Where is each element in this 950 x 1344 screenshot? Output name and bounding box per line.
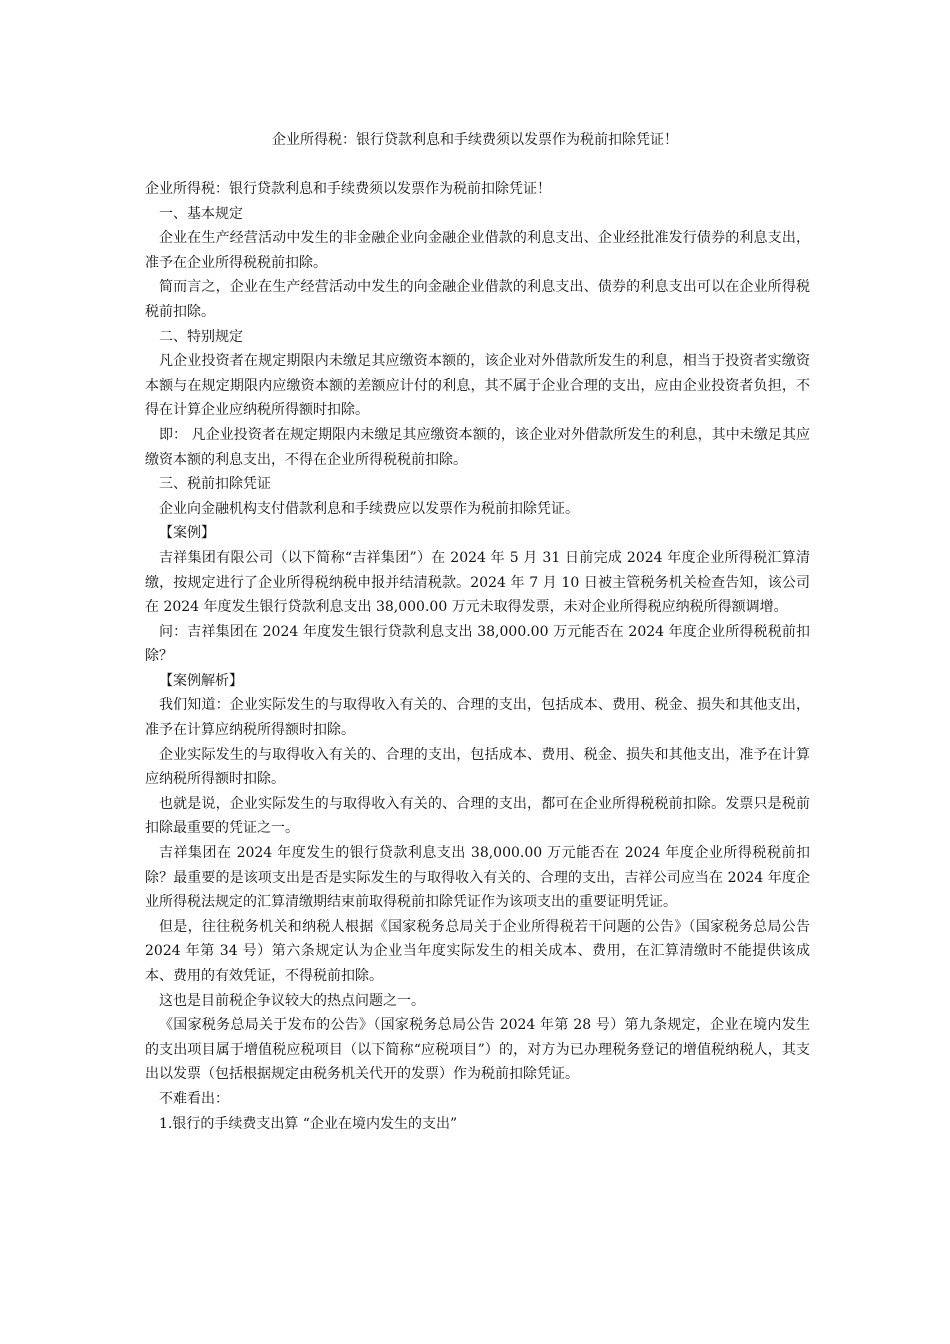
paragraph: 不难看出： [159, 1090, 229, 1107]
section-heading-basic: 一、基本规定 [159, 205, 243, 222]
paragraph: 我们知道：企业实际发生的与取得收入有关的、合理的支出，包括成本、费用、税金、损失和其他支出，准予在计算应纳税所得额时扣除。 [145, 697, 810, 739]
paragraph: 这也是目前税企争议较大的热点问题之一。 [159, 992, 425, 1009]
paragraph: 即： 凡企业投资者在规定期限内未缴足其应缴资本额的，该企业对外借款所发生的利息，其中未缴足其应缴资本额的利息支出，不得在企业所得税税前扣除。 [145, 426, 810, 468]
paragraph: 吉祥集团在 2024 年度发生的银行贷款利息支出 38,000.00 万元能否在 2024 年度企业所得税税前扣除？最重要的是该项支出是否是实际发生的与取得收入有关的、合理的支出，吉祥公司应当在 2024 年度企业所得税法规定的汇算清缴期结束前取得税前扣除凭证作为该项支出的重要证明凭证。 [145, 845, 810, 911]
paragraph: 企业在生产经营活动中发生的非金融企业向金融企业借款的利息支出、企业经批准发行债券的利息支出，准予在企业所得税税前扣除。 [145, 230, 810, 271]
list-item: 1.银行的手续费支出算 “企业在境内发生的支出” [159, 1115, 458, 1132]
paragraph: 也就是说，企业实际发生的与取得收入有关的、合理的支出，都可在企业所得税税前扣除。发票只是税前扣除最重要的凭证之一。 [145, 795, 810, 837]
paragraph: 但是，往往税务机关和纳税人根据《国家税务总局关于企业所得税若干问题的公告》（国家税务总局公告 2024 年第 34 号）第六条规定认为企业当年度实际发生的相关成本、费用，在汇算清缴时不能提供该成本、费用的有效凭证，不得税前扣除。 [145, 918, 810, 984]
section-heading-voucher: 三、税前扣除凭证 [159, 476, 271, 493]
document-title: 企业所得税：银行贷款利息和手续费须以发票作为税前扣除凭证！ [272, 132, 678, 148]
case-analysis-heading: 【案例解析】 [159, 672, 243, 689]
paragraph: 吉祥集团有限公司（以下简称“吉祥集团”）在 2024 年 5 月 31 日前完成 2024 年度企业所得税汇算清缴，按规定进行了企业所得税纳税申报并结清税款。2024 年 7 月 10 日被主管税务机关检查告知，该公司在 2024 年度发生银行贷款利息支出 38,000.00 万元未取得发票，未对企业所得税应纳税所得额调增。 [145, 549, 810, 616]
paragraph: 凡企业投资者在规定期限内未缴足其应缴资本额的，该企业对外借款所发生的利息，相当于投资者实缴资本额与在规定期限内应缴资本额的差额应计付的利息，其不属于企业合理的支出，应由企业投资者负担，不得在计算企业应纳税所得额时扣除。 [145, 353, 810, 419]
paragraph: 《国家税务总局关于发布的公告》（国家税务总局公告 2024 年第 28 号）第九条规定，企业在境内发生的支出项目属于增值税应税项目（以下简称“应税项目”）的，对方为已办理税务登记的增值税纳税人，其支出以发票（包括根据规定由税务机关代开的发票）作为税前扣除凭证。 [145, 1017, 810, 1083]
paragraph: 企业实际发生的与取得收入有关的、合理的支出，包括成本、费用、税金、损失和其他支出，准予在计算应纳税所得额时扣除。 [145, 746, 810, 788]
document-body [145, 177, 810, 1136]
lead-line: 企业所得税：银行贷款利息和手续费须以发票作为税前扣除凭证！ [145, 181, 551, 197]
paragraph: 简而言之，企业在生产经营活动中发生的向金融企业借款的利息支出、债券的利息支出可以在企业所得税税前扣除。 [145, 279, 810, 320]
paragraph: 企业向金融机构支付借款利息和手续费应以发票作为税前扣除凭证。 [159, 500, 579, 517]
section-heading-special: 二、特别规定 [159, 328, 243, 345]
paragraph: 问：吉祥集团在 2024 年度发生银行贷款利息支出 38,000.00 万元能否在 2024 年度企业所得税税前扣除？ [145, 623, 810, 665]
case-heading: 【案例】 [159, 525, 215, 542]
